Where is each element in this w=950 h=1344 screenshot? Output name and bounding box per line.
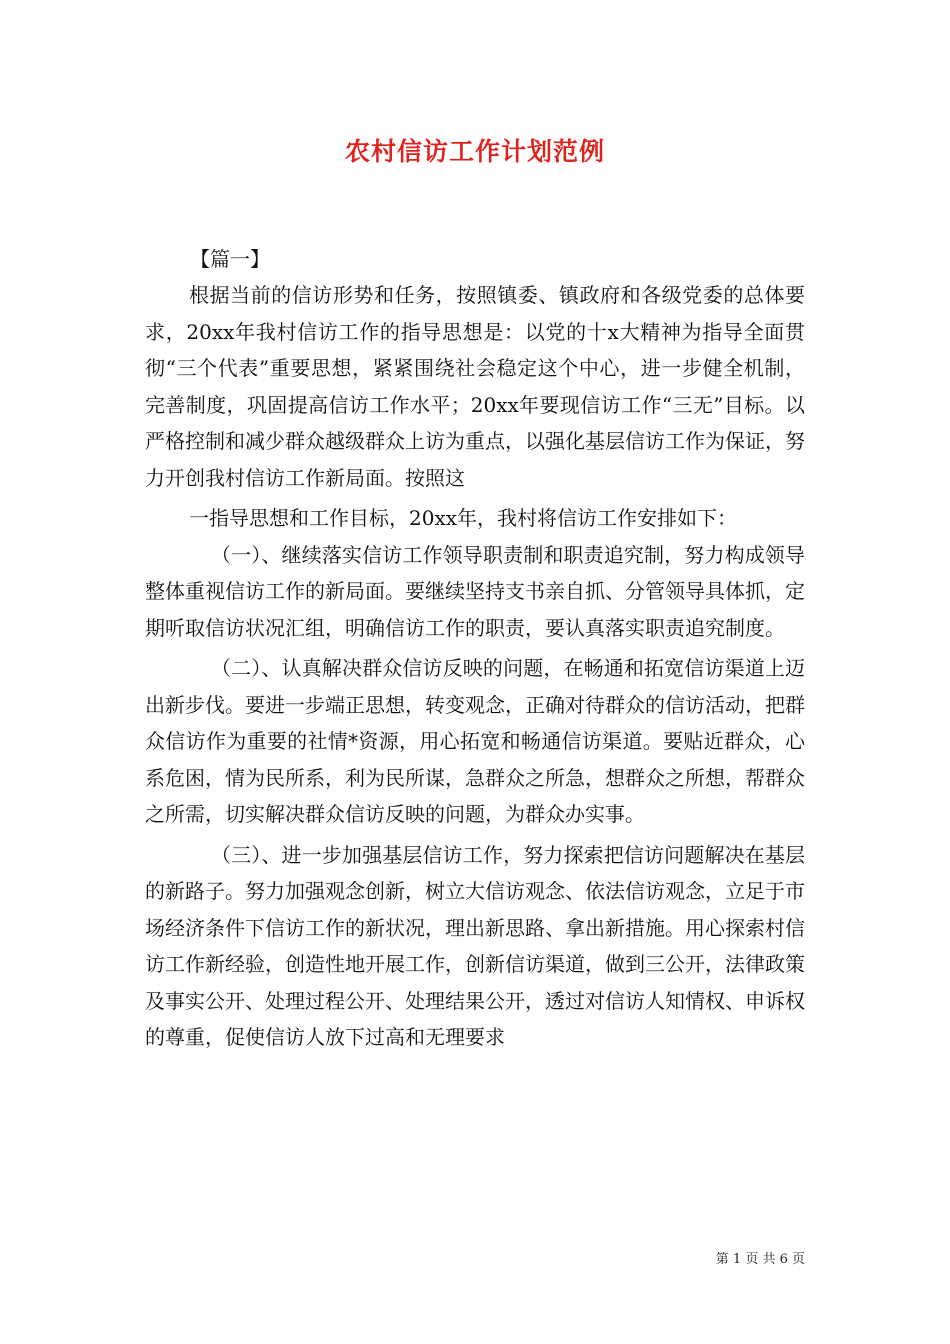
page-number-indicator: 第 1 页 共 6 页 xyxy=(715,1252,805,1267)
paragraph-item-1: （一）、继续落实信访工作领导职责制和职责追究制，努力构成领导整体重视信访工作的新局面。要继续坚持支书亲自抓、分管领导具体抓，定期听取信访状况汇组，明确信访工作的职责，要认真落实职责追究制度。 xyxy=(145,542,805,640)
paragraph-item-3: （三）、进一步加强基层信访工作，努力探索把信访问题解决在基层的新路子。努力加强观念创新，树立大信访观念、依法信访观念，立足于市场经济条件下信访工作的新状况，理出新思路、拿出新措施。用心探索村信访工作新经验，创造性地开展工作，创新信访渠道，做到三公开，法律政策及事实公开、处理过程公开、处理结果公开，透过对信访人知情权、申诉权的尊重，促使信访人放下过高和无理要求 xyxy=(145,842,805,1049)
document-body xyxy=(145,277,805,1056)
section-label: 【篇一】 xyxy=(190,247,270,271)
paragraph-item-2: （二）、认真解决群众信访反映的问题，在畅通和拓宽信访渠道上迈出新步伐。要进一步端正思想，转变观念，正确对待群众的信访活动，把群众信访作为重要的社情*资源，用心拓宽和畅通信访渠道。要贴近群众，心系危困，情为民所系，利为民所谋，急群众之所急，想群众之所想，帮群众之所需，切实解决群众信访反映的问题，为群众办实事。 xyxy=(145,656,805,826)
paragraph-plan-lead: 一指导思想和工作目标，20xx年，我村将信访工作安排如下： xyxy=(189,506,738,530)
paragraph-intro: 根据当前的信访形势和任务，按照镇委、镇政府和各级党委的总体要求，20xx年我村信访工作的指导思想是：以党的十x大精神为指导全面贯彻“三个代表”重要思想，紧紧围绕社会稳定这个中心，进一步健全机制，完善制度，巩固提高信访工作水平；20xx年要现信访工作“三无”目标。以严格控制和减少群众越级群众上访为重点，以强化基层信访工作为保证，努力开创我村信访工作新局面。按照这 xyxy=(145,283,805,490)
document-title: 农村信访工作计划范例 xyxy=(344,137,605,166)
